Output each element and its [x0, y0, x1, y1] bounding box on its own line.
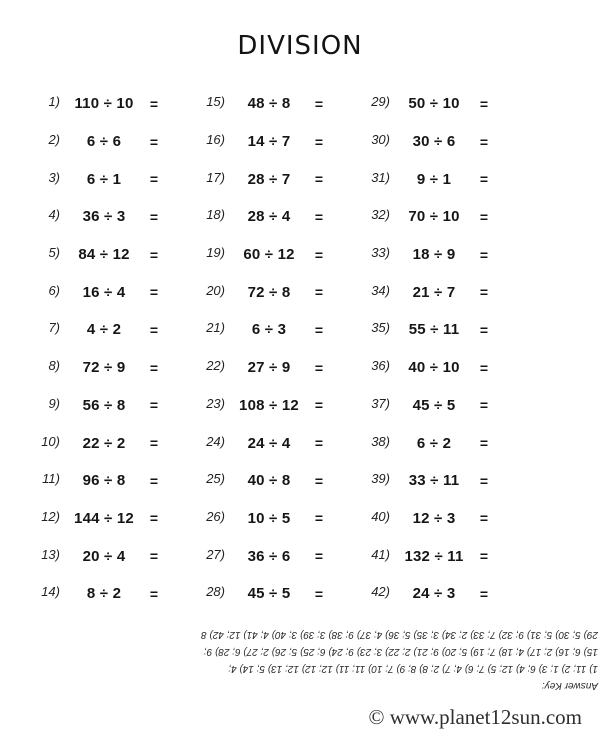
problem-row [187, 236, 339, 274]
problem-row [22, 387, 174, 425]
equals-sign: = [149, 472, 159, 489]
problem-expression: 36 ÷ 6 [247, 547, 291, 565]
problem-expression: 28 ÷ 4 [247, 208, 291, 226]
problem-row [187, 273, 339, 311]
problem-expression: 45 ÷ 5 [247, 585, 291, 603]
problem-number: 14) [41, 584, 60, 600]
problem-number: 22) [206, 358, 225, 374]
problem-expression: 21 ÷ 7 [412, 283, 456, 301]
equals-sign: = [314, 397, 324, 414]
answer-key-block [178, 626, 598, 694]
problem-number: 42) [371, 584, 390, 600]
problem-row [352, 424, 504, 462]
equals-sign: = [479, 246, 489, 263]
problem-row [352, 311, 504, 349]
problem-row [352, 500, 504, 538]
equals-sign: = [479, 472, 489, 489]
problem-expression: 28 ÷ 7 [247, 170, 291, 188]
problem-expression: 144 ÷ 12 [74, 509, 134, 527]
equals-sign: = [149, 359, 159, 376]
equals-sign: = [479, 284, 489, 301]
problem-row [352, 236, 504, 274]
problem-number: 36) [371, 358, 390, 374]
problem-expression: 8 ÷ 2 [86, 585, 122, 603]
problem-row [187, 198, 339, 236]
problem-number: 10) [41, 433, 60, 449]
problem-row [352, 462, 504, 500]
problem-number: 34) [371, 282, 390, 298]
equals-sign: = [149, 284, 159, 301]
problem-expression: 72 ÷ 8 [247, 283, 291, 301]
problem-expression: 96 ÷ 8 [82, 472, 126, 490]
equals-sign: = [149, 435, 159, 452]
equals-sign: = [314, 208, 324, 225]
problem-expression: 110 ÷ 10 [74, 95, 134, 113]
problem-row [352, 273, 504, 311]
website-credit: © www.planet12sun.com [368, 705, 582, 729]
problem-expression: 20 ÷ 4 [82, 547, 126, 565]
problem-expression: 9 ÷ 1 [416, 170, 452, 188]
problem-expression: 45 ÷ 5 [412, 396, 456, 414]
problem-number: 16) [206, 132, 225, 148]
problem-row [187, 349, 339, 387]
problem-expression: 12 ÷ 3 [412, 509, 456, 527]
problem-number: 29) [371, 94, 390, 110]
problem-row [22, 575, 174, 613]
equals-sign: = [149, 95, 159, 112]
equals-sign: = [314, 171, 324, 188]
problem-row [187, 500, 339, 538]
problem-row [22, 462, 174, 500]
problems-grid [0, 85, 600, 613]
problem-number: 12) [41, 508, 60, 524]
problem-expression: 70 ÷ 10 [408, 208, 460, 226]
equals-sign: = [479, 321, 489, 338]
problem-expression: 55 ÷ 11 [408, 321, 460, 339]
problem-number: 1) [48, 94, 60, 110]
problem-row [22, 160, 174, 198]
problem-expression: 10 ÷ 5 [247, 509, 291, 527]
problem-number: 25) [206, 471, 225, 487]
problem-row [352, 537, 504, 575]
problem-expression: 24 ÷ 4 [247, 434, 291, 452]
equals-sign: = [479, 171, 489, 188]
equals-sign: = [149, 510, 159, 527]
problem-number: 2) [48, 132, 60, 148]
equals-sign: = [149, 321, 159, 338]
problem-row [22, 236, 174, 274]
problem-row [187, 85, 339, 123]
problem-number: 31) [371, 169, 390, 185]
equals-sign: = [149, 171, 159, 188]
answer-key-heading: Answer Key: [541, 680, 598, 691]
problem-number: 13) [41, 546, 60, 562]
problem-number: 18) [206, 207, 225, 223]
problem-row [22, 537, 174, 575]
problem-expression: 30 ÷ 6 [412, 133, 456, 151]
equals-sign: = [479, 397, 489, 414]
problem-expression: 50 ÷ 10 [408, 95, 460, 113]
problem-expression: 6 ÷ 2 [416, 434, 452, 452]
problem-expression: 40 ÷ 8 [247, 472, 291, 490]
problem-number: 6) [48, 282, 60, 298]
problem-expression: 6 ÷ 3 [251, 321, 287, 339]
problem-number: 35) [371, 320, 390, 336]
problem-expression: 27 ÷ 9 [247, 359, 291, 377]
problem-row [352, 123, 504, 161]
equals-sign: = [314, 435, 324, 452]
equals-sign: = [149, 133, 159, 150]
problem-expression: 18 ÷ 9 [412, 246, 456, 264]
equals-sign: = [314, 585, 324, 602]
problem-number: 4) [48, 207, 60, 223]
problem-expression: 84 ÷ 12 [78, 246, 130, 264]
problem-expression: 14 ÷ 7 [247, 133, 291, 151]
problem-row [187, 387, 339, 425]
problem-number: 17) [206, 169, 225, 185]
problem-number: 20) [206, 282, 225, 298]
equals-sign: = [149, 397, 159, 414]
problem-expression: 132 ÷ 11 [404, 547, 464, 565]
equals-sign: = [479, 95, 489, 112]
problem-number: 19) [206, 245, 225, 261]
equals-sign: = [479, 548, 489, 565]
equals-sign: = [479, 435, 489, 452]
problem-expression: 56 ÷ 8 [82, 396, 126, 414]
problem-number: 23) [206, 395, 225, 411]
problem-row [187, 575, 339, 613]
equals-sign: = [314, 359, 324, 376]
problem-number: 26) [206, 508, 225, 524]
equals-sign: = [149, 246, 159, 263]
problem-row [187, 462, 339, 500]
problem-row [187, 123, 339, 161]
problem-row [22, 198, 174, 236]
equals-sign: = [479, 510, 489, 527]
problem-row [187, 160, 339, 198]
problem-row [187, 424, 339, 462]
problems-column-1 [22, 85, 174, 613]
problem-number: 11) [42, 471, 60, 487]
equals-sign: = [149, 585, 159, 602]
problem-number: 32) [371, 207, 390, 223]
problem-expression: 6 ÷ 6 [86, 133, 122, 151]
problem-expression: 22 ÷ 2 [82, 434, 126, 452]
problem-row [352, 85, 504, 123]
problem-expression: 33 ÷ 11 [408, 472, 460, 490]
problem-number: 37) [371, 395, 390, 411]
problem-number: 27) [206, 546, 225, 562]
problem-expression: 72 ÷ 9 [82, 359, 126, 377]
problem-number: 9) [48, 395, 60, 411]
problem-row [22, 85, 174, 123]
problem-number: 15) [206, 94, 225, 110]
problem-expression: 24 ÷ 3 [412, 585, 456, 603]
problem-row [22, 123, 174, 161]
problems-column-2 [187, 85, 339, 613]
equals-sign: = [479, 208, 489, 225]
answer-key-line: 29) 5; 30) 5; 31) 9; 32) 7; 33) 2; 34) 3; 35) 5; 36) 4; 37) 9; 38) 3; 39) 3; 40) 4; 41) 12; 42) 8 [201, 629, 598, 640]
problem-expression: 16 ÷ 4 [82, 283, 126, 301]
problem-expression: 36 ÷ 3 [82, 208, 126, 226]
equals-sign: = [314, 321, 324, 338]
problem-row [187, 537, 339, 575]
equals-sign: = [314, 95, 324, 112]
answer-key-line: 1) 11; 2) 1; 3) 6; 4) 12; 5) 7; 6) 4; 7) 2; 8) 8; 9) 7; 10) 11; 11) 12; 12) 12; 13) 5; 14) 4; [228, 663, 598, 674]
answer-key-line: 15) 6; 16) 2; 17) 4; 18) 7; 19) 5; 20) 9; 21) 2; 22) 3; 23) 9; 24) 6; 25) 5; 26) 2; 27) 6; 28) 9; [203, 646, 598, 657]
equals-sign: = [314, 472, 324, 489]
problem-number: 3) [48, 169, 60, 185]
problem-expression: 108 ÷ 12 [239, 396, 299, 414]
problem-row [22, 424, 174, 462]
problem-row [352, 349, 504, 387]
problem-number: 5) [48, 245, 60, 261]
problem-row [352, 160, 504, 198]
problem-expression: 60 ÷ 12 [243, 246, 295, 264]
problem-number: 21) [206, 320, 225, 336]
problem-number: 38) [371, 433, 390, 449]
problem-row [352, 575, 504, 613]
problem-number: 7) [48, 320, 60, 336]
problem-row [22, 349, 174, 387]
equals-sign: = [149, 548, 159, 565]
page-title: DIVISION [237, 31, 363, 61]
equals-sign: = [479, 133, 489, 150]
problem-row [22, 273, 174, 311]
problem-expression: 6 ÷ 1 [86, 170, 122, 188]
equals-sign: = [479, 359, 489, 376]
equals-sign: = [314, 284, 324, 301]
equals-sign: = [479, 585, 489, 602]
problem-number: 33) [371, 245, 390, 261]
equals-sign: = [149, 208, 159, 225]
problem-number: 39) [371, 471, 390, 487]
problem-number: 8) [48, 358, 60, 374]
problem-number: 40) [371, 508, 390, 524]
problem-number: 30) [371, 132, 390, 148]
equals-sign: = [314, 510, 324, 527]
equals-sign: = [314, 246, 324, 263]
equals-sign: = [314, 133, 324, 150]
problem-number: 28) [206, 584, 225, 600]
problem-number: 24) [206, 433, 225, 449]
problem-number: 41) [371, 546, 390, 562]
problem-expression: 40 ÷ 10 [408, 359, 460, 377]
problem-row [22, 500, 174, 538]
problem-row [352, 198, 504, 236]
problem-expression: 4 ÷ 2 [86, 321, 122, 339]
problems-column-3 [352, 85, 504, 613]
problem-row [352, 387, 504, 425]
problem-row [187, 311, 339, 349]
equals-sign: = [314, 548, 324, 565]
problem-expression: 48 ÷ 8 [247, 95, 291, 113]
problem-row [22, 311, 174, 349]
